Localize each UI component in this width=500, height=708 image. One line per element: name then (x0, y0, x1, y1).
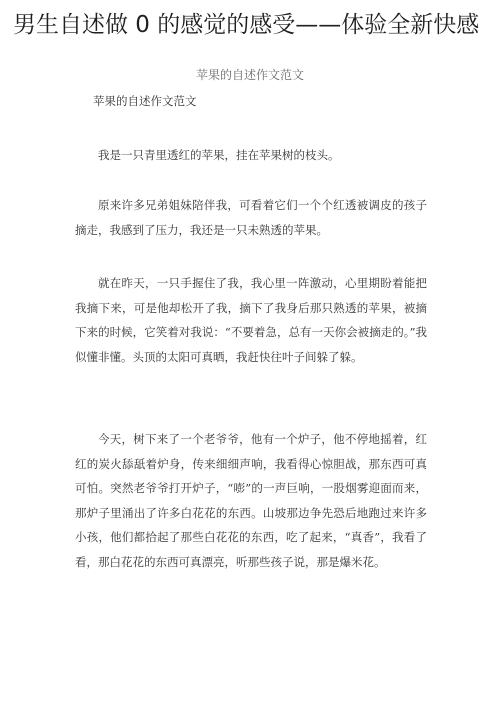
paragraph: 就在昨天，一只手握住了我，我心里一阵激动，心里期盼着能把我摘下来，可是他却松开了我，摘下了我身后那只熟透的苹果，被摘下来的时候，它笑着对我说：“不要着急，总有一天你会被摘走的。”我似懂非懂。头顶的太阳可真晒，我赶快往叶子间躲了躲。 (75, 276, 427, 364)
document-heading: 苹果的自述作文范文 (195, 68, 304, 82)
paragraph: 原来许多兄弟姐妹陪伴我，可看着它们一个个红透被调皮的孩子摘走，我感到了压力，我还是一只未熟透的苹果。 (75, 198, 427, 237)
document-subheading: 苹果的自述作文范文 (93, 94, 197, 108)
document-image (0, 62, 500, 708)
paragraph: 我是一只青里透红的苹果，挂在苹果树的枝头。 (98, 148, 340, 162)
page-title: 男生自述做 0 的感觉的感受——体验全新快感 (13, 12, 480, 38)
paragraph: 今天，树下来了一个老爷爷，他有一个炉子，他不停地摇着，红红的炭火舔舐着炉身，传来细细声响，我看得心惊胆战，那东西可真可怕。突然老爷爷打开炉子，“嘭”的一声巨响，一股烟雾迎面而来，那炉子里涌出了许多白花花的东西。山坡那边争先恐后地跑过来许多小孩，他们都拾起了那些白花花的东西，吃了起来，“真香”，我看了看，那白花花的东西可真漂亮，听那些孩子说，那是爆米花。 (75, 432, 427, 569)
